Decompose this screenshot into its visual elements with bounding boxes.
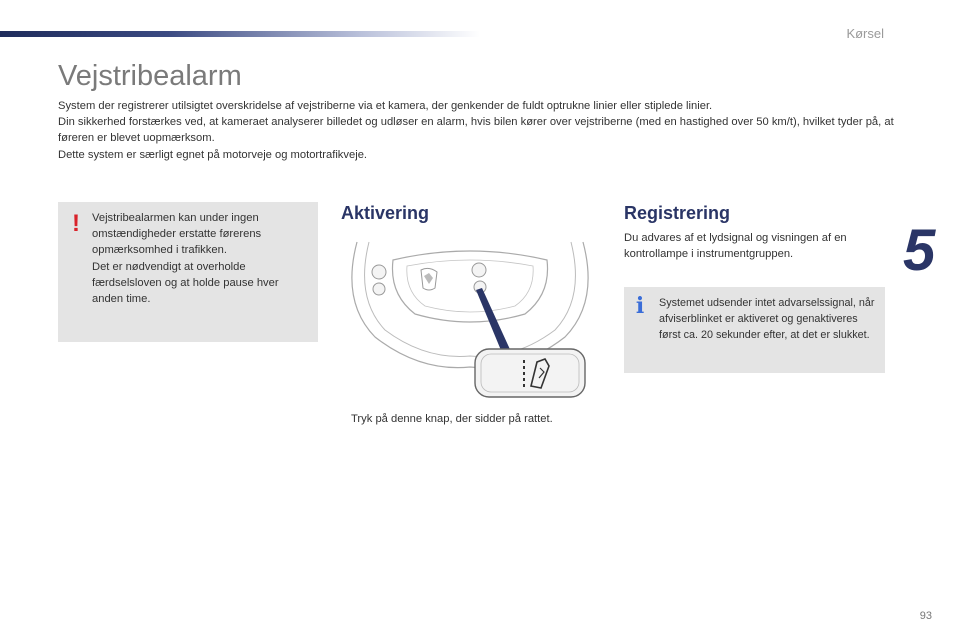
right-button-icon [472,263,486,277]
intro-text [58,98,898,163]
exclamation-icon: ! [72,210,80,237]
steering-wheel-hub [392,251,547,322]
activation-heading: Aktivering [341,203,430,223]
warning-paragraph: Det er nødvendigt at overholde færdselsloven og at holde pause hver anden time. [92,260,279,306]
steering-wheel-illustration [345,232,595,402]
page-number: 93 [919,610,932,622]
section-label: Kørsel [846,26,884,41]
info-text: Systemet udsender intet advarselssignal, når afviserblinket er aktiveret og genaktiveres først ca. 20 sekunder efter, at det er slukket. [659,297,875,341]
left-button-icon [372,265,386,279]
info-icon: i [635,293,645,319]
page-title: Vejstribealarm [58,60,242,92]
warning-box [58,202,318,342]
lane-departure-button-zoom [475,349,585,397]
intro-paragraph: Dette system er særligt egnet på motorveje og motortrafikveje. [58,148,368,161]
intro-paragraph: System der registrerer utilsigtet overskridelse af vejstriberne via et kamera, der genkender de fuldt optrukne linier eller stiplede linier. [58,100,713,112]
activation-instruction [341,411,601,427]
info-box [624,287,885,373]
intro-paragraph: Din sikkerhed forstærkes ved, at kameraet analyserer billedet og udløser en alarm, hvis bilen kører over vejstriberne (med en hastighed over 50 km/t), hvilket tyder på, at føreren er blevet uopmærksom. [58,116,894,145]
warning-paragraph: Vejstribealarmen kan under ingen omstændigheder erstatte førerens opmærksomhed i trafikken. [92,212,262,257]
chapter-number: 5 [903,218,936,283]
warning-text [92,210,310,307]
header-accent-bar [0,31,480,37]
activation-instruction-text: Tryk på denne knap, der sidder på rattet. [351,413,553,425]
registration-text: Du advares af et lydsignal og visningen af en kontrollampe i instrumentgruppen. [624,232,847,261]
left-button-icon [373,283,385,295]
registration-heading: Registrering [624,203,731,223]
